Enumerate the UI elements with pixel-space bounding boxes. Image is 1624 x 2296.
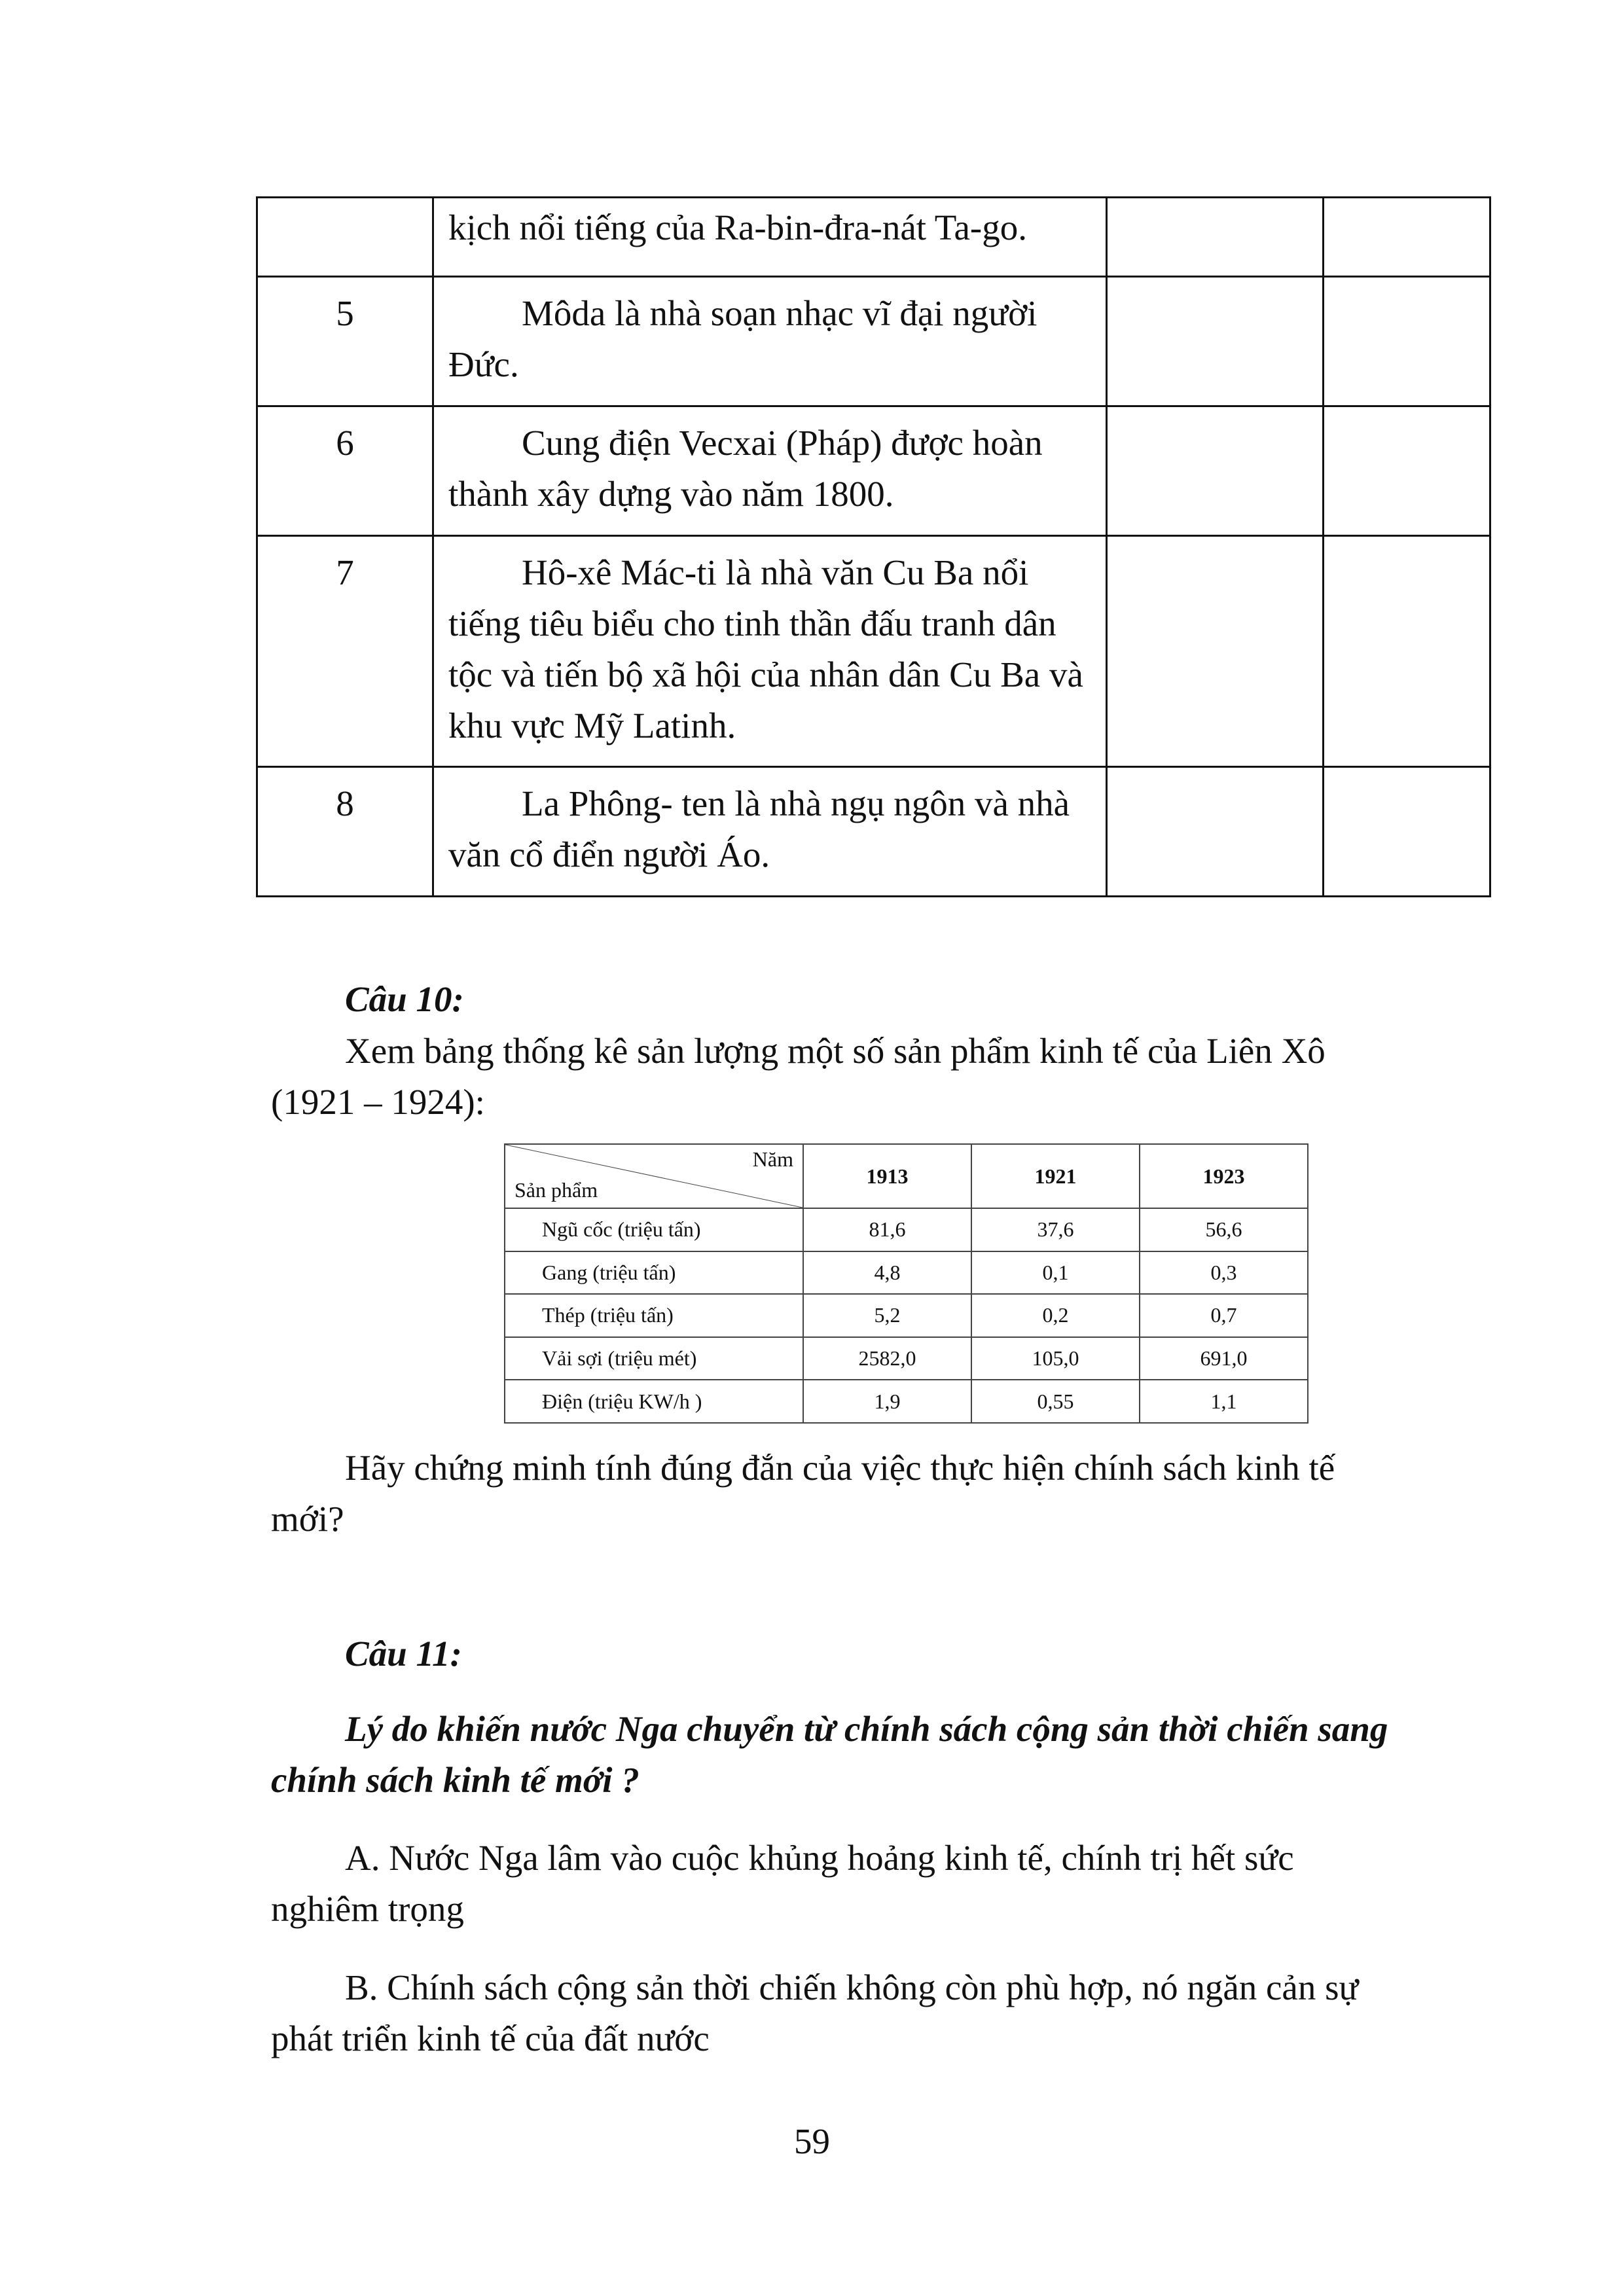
value-cell: 0,3 <box>1140 1251 1308 1295</box>
answer-cell-false <box>1324 767 1490 897</box>
answer-cell-true <box>1107 767 1324 897</box>
table-row <box>257 767 1490 897</box>
option-b-cont: phát triển kinh tế của đất nước <box>271 2018 710 2058</box>
value-cell: 4,8 <box>803 1251 971 1295</box>
row-number: 8 <box>257 767 433 897</box>
true-false-table <box>256 196 1491 897</box>
answer-cell-true <box>1107 406 1324 536</box>
production-statistics-table <box>504 1143 1308 1424</box>
value-cell: 691,0 <box>1140 1337 1308 1380</box>
year-axis-label: Năm <box>752 1147 793 1171</box>
question-11-heading: Câu 11: <box>345 1634 462 1674</box>
value-cell: 0,55 <box>971 1380 1140 1423</box>
option-b: B. Chính sách cộng sản thời chiến không còn phù hợp, nó ngăn cản sự <box>345 1967 1359 2007</box>
question-11-prompt-cont: chính sách kinh tế mới ? <box>271 1760 640 1800</box>
statement-text: La Phông- ten là nhà ngụ ngôn và nhà văn cổ điển người Áo. <box>433 767 1107 897</box>
product-axis-label: Sản phẩm <box>514 1178 598 1202</box>
year-header: 1923 <box>1140 1144 1308 1208</box>
value-cell: 37,6 <box>971 1208 1140 1251</box>
value-cell: 56,6 <box>1140 1208 1308 1251</box>
year-header: 1913 <box>803 1144 971 1208</box>
question-10-intro: Xem bảng thống kê sản lượng một số sản phẩm kinh tế của Liên Xô <box>345 1031 1326 1071</box>
value-cell: 1,1 <box>1140 1380 1308 1423</box>
page-number: 59 <box>794 2121 830 2161</box>
option-a-cont: nghiêm trọng <box>271 1889 464 1929</box>
product-name: Gang (triệu tấn) <box>505 1251 803 1295</box>
table-row <box>505 1294 1308 1337</box>
answer-cell-false <box>1324 406 1490 536</box>
question-10-intro-cont: (1921 – 1924): <box>271 1082 485 1122</box>
statement-text: Môda là nhà soạn nhạc vĩ đại người Đức. <box>433 277 1107 406</box>
product-name: Ngũ cốc (triệu tấn) <box>505 1208 803 1251</box>
statement-text: kịch nổi tiếng của Ra-bin-đra-nát Ta-go. <box>433 198 1107 277</box>
row-number: 6 <box>257 406 433 536</box>
product-name: Vải sợi (triệu mét) <box>505 1337 803 1380</box>
value-cell: 1,9 <box>803 1380 971 1423</box>
value-cell: 105,0 <box>971 1337 1140 1380</box>
table-row <box>505 1337 1308 1380</box>
answer-cell-false <box>1324 198 1490 277</box>
table-row <box>257 536 1490 767</box>
option-a: A. Nước Nga lâm vào cuộc khủng hoảng kinh tế, chính trị hết sức <box>345 1838 1294 1878</box>
statement-text: Hô-xê Mác-ti là nhà văn Cu Ba nổi tiếng tiêu biểu cho tinh thần đấu tranh dân tộc và tiến bộ xã hội của nhân dân Cu Ba và khu vực Mỹ Latinh. <box>433 536 1107 767</box>
product-name: Điện (triệu KW/h ) <box>505 1380 803 1423</box>
answer-cell-false <box>1324 536 1490 767</box>
table-row <box>257 406 1490 536</box>
year-header: 1921 <box>971 1144 1140 1208</box>
answer-cell-true <box>1107 198 1324 277</box>
statement-text: Cung điện Vecxai (Pháp) được hoàn thành xây dựng vào năm 1800. <box>433 406 1107 536</box>
row-number: 7 <box>257 536 433 767</box>
value-cell: 0,1 <box>971 1251 1140 1295</box>
row-number <box>257 198 433 277</box>
answer-cell-true <box>1107 536 1324 767</box>
table-row <box>257 198 1490 277</box>
question-10-prompt: Hãy chứng minh tính đúng đắn của việc thực hiện chính sách kinh tế <box>345 1448 1335 1488</box>
table-row <box>505 1251 1308 1295</box>
table-row <box>257 277 1490 406</box>
answer-cell-true <box>1107 277 1324 406</box>
row-number: 5 <box>257 277 433 406</box>
question-10-prompt-cont: mới? <box>271 1499 344 1539</box>
value-cell: 0,7 <box>1140 1294 1308 1337</box>
table-row <box>505 1380 1308 1423</box>
question-10-heading: Câu 10: <box>345 979 464 1019</box>
value-cell: 81,6 <box>803 1208 971 1251</box>
table-header-row <box>505 1144 1308 1208</box>
table-row <box>505 1208 1308 1251</box>
diagonal-header-cell <box>505 1144 803 1208</box>
value-cell: 0,2 <box>971 1294 1140 1337</box>
value-cell: 2582,0 <box>803 1337 971 1380</box>
question-11-prompt: Lý do khiến nước Nga chuyển từ chính sách cộng sản thời chiến sang <box>345 1709 1388 1749</box>
value-cell: 5,2 <box>803 1294 971 1337</box>
product-name: Thép (triệu tấn) <box>505 1294 803 1337</box>
answer-cell-false <box>1324 277 1490 406</box>
